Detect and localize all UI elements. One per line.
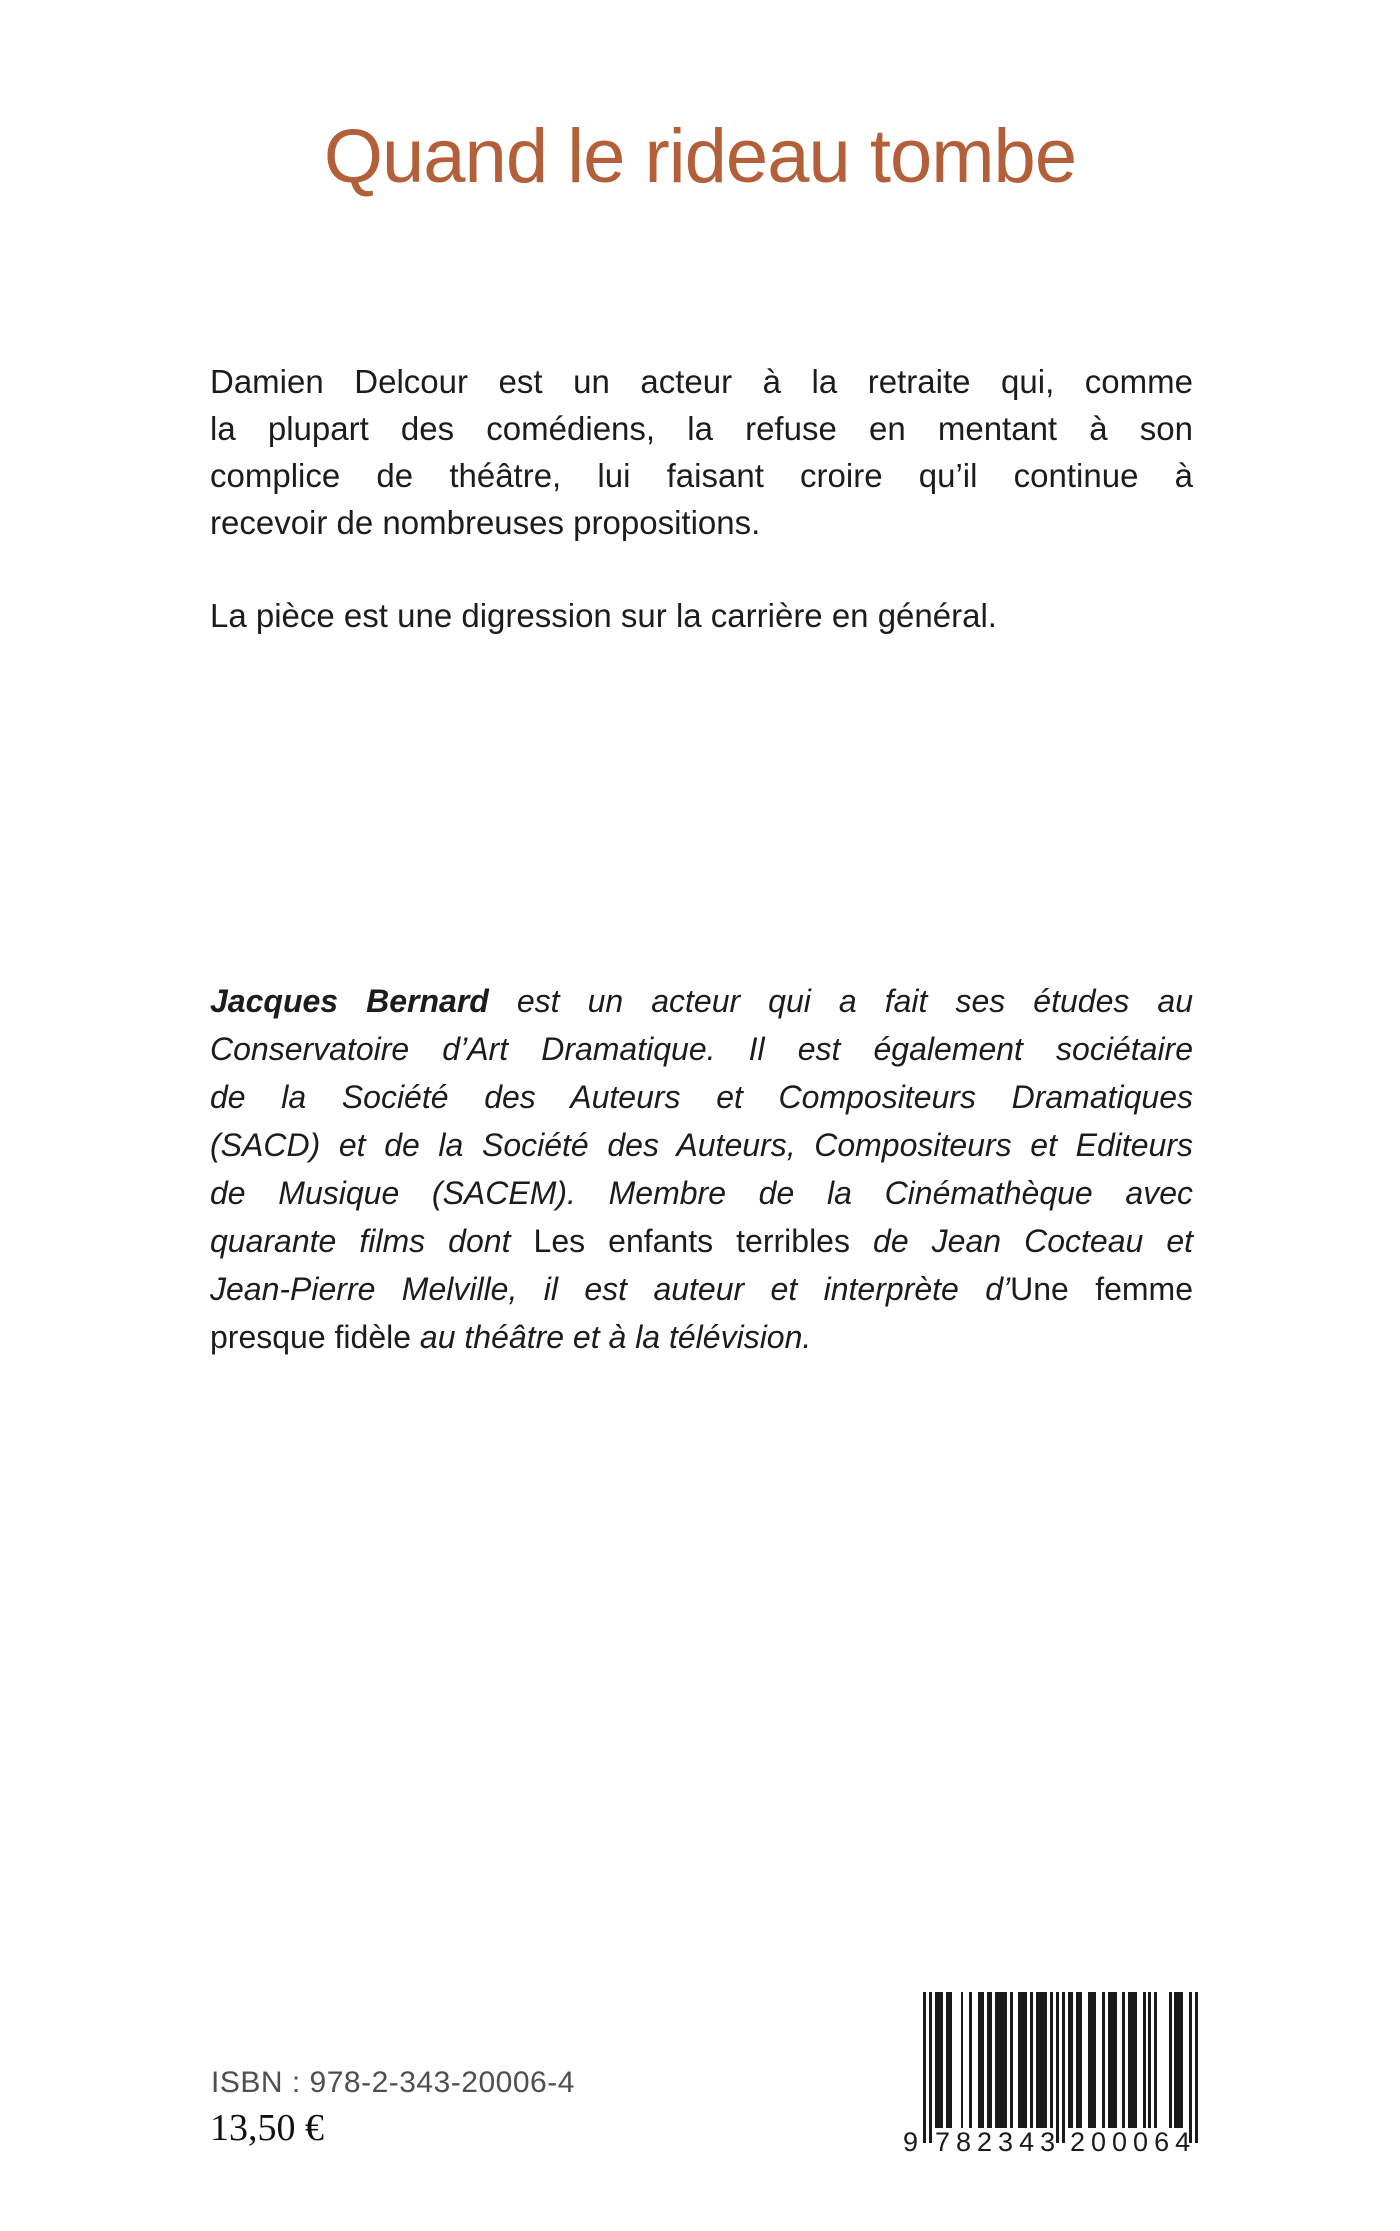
- bio-text: de la Société des Auteurs et Compositeurs Dramatiques: [210, 1079, 1193, 1115]
- bio-line: [210, 977, 1193, 1025]
- play-title: presque fidèle: [210, 1319, 420, 1355]
- synopsis-line: recevoir de nombreuses propositions.: [210, 504, 761, 541]
- isbn-text: ISBN : 978-2-343-20006-4: [211, 2066, 575, 2099]
- bio-text: Conservatoire d’Art Dramatique. Il est également sociétaire: [210, 1031, 1193, 1067]
- bio-text: de Jean Cocteau et: [873, 1223, 1194, 1259]
- bio-line: [210, 1169, 1193, 1217]
- price-text: 13,50 €: [210, 2107, 324, 2149]
- bio-paragraph: [210, 977, 1193, 1361]
- barcode: [898, 1992, 1218, 2160]
- bio-text: est un acteur qui a fait ses études au: [516, 983, 1194, 1019]
- bio-text: de Musique (SACEM). Membre de la Cinémathèque avec: [210, 1175, 1193, 1211]
- bio-line: [210, 1217, 1193, 1265]
- barcode-digit-left: 9: [902, 2127, 918, 2157]
- bio-line: [210, 1313, 1193, 1361]
- synopsis-line: complice de théâtre, lui faisant croire qu’il continue à: [210, 457, 1193, 494]
- synopsis-line: la plupart des comédiens, la refuse en mentant à son: [210, 410, 1193, 447]
- bio-text: au théâtre et à la télévision.: [419, 1319, 812, 1355]
- bio-line: [210, 1073, 1193, 1121]
- bio-line: [210, 1121, 1193, 1169]
- bio-text: (SACD) et de la Société des Auteurs, Compositeurs et Editeurs: [210, 1127, 1193, 1163]
- film-title: Les enfants terribles: [533, 1223, 874, 1259]
- author-name: Jacques Bernard: [210, 983, 517, 1019]
- bio-line: [210, 1265, 1193, 1313]
- synopsis-paragraph: [210, 358, 1193, 546]
- barcode-digits-group2: 200064: [1070, 2129, 1196, 2156]
- bio-text: quarante films dont: [210, 1223, 534, 1259]
- tagline: La pièce est une digression sur la carrière en général.: [210, 597, 997, 634]
- synopsis-line: Damien Delcour est un acteur à la retraite qui, comme: [210, 363, 1193, 400]
- barcode-digits-group1: 782343: [935, 2129, 1061, 2156]
- barcode-bars: [923, 1992, 1198, 2143]
- bio-text: Jean-Pierre Melville, il est auteur et interprète d’: [210, 1271, 1011, 1307]
- book-title: Quand le rideau tombe: [323, 114, 1077, 199]
- bio-line: [210, 1025, 1193, 1073]
- play-title: Une femme: [1010, 1271, 1194, 1307]
